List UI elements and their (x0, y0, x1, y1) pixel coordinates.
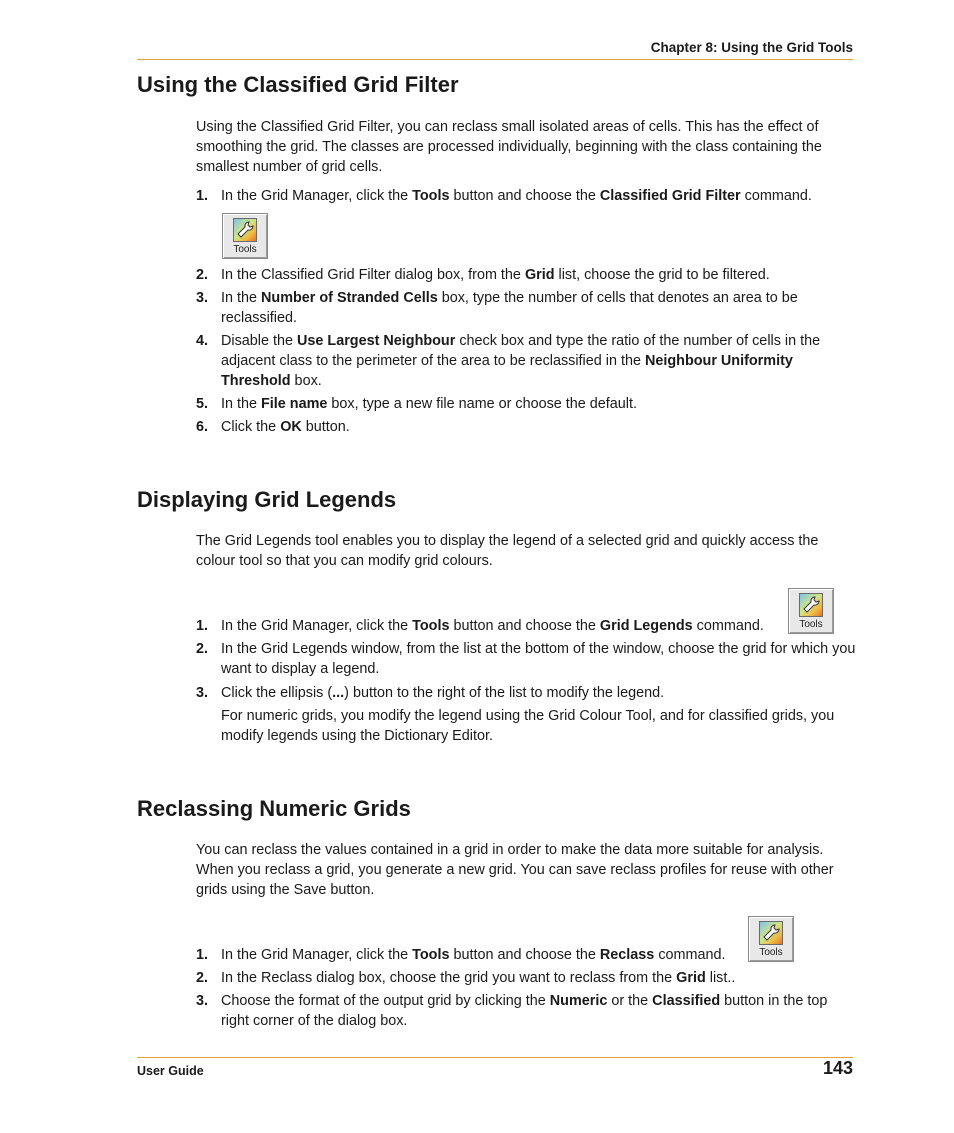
list-item: 1. In the Grid Manager, click the Tools button and choose the Reclass command. (196, 947, 726, 963)
footer-label: User Guide (137, 1064, 204, 1078)
tools-button[interactable] (748, 916, 794, 962)
list-item: 2. In the Classified Grid Filter dialog box, from the Grid list, choose the grid to be filtered. (196, 267, 770, 283)
page-number: 143 (822, 1058, 853, 1078)
list-item: 1. In the Grid Manager, click the Tools button and choose the Grid Legends command. (196, 618, 764, 634)
list-item: 2. In the Grid Legends window, from the list at the bottom of the window, choose the grid for which you want to display a legend. (196, 641, 856, 677)
step-number: 3. (196, 290, 209, 306)
section-intro: The Grid Legends tool enables you to display the legend of a selected grid and quickly access the colour tool so that you can modify grid colours. (196, 533, 819, 569)
tools-button[interactable] (788, 588, 834, 634)
step-number: 1. (196, 618, 209, 634)
header-rule (137, 59, 853, 60)
list-item: 3. Click the ellipsis (...) button to the right of the list to modify the legend. (196, 685, 665, 701)
step-number: 1. (196, 947, 209, 963)
tools-button-label: Tools (799, 619, 823, 630)
step-number: 6. (196, 419, 209, 435)
step-number: 5. (196, 396, 209, 412)
wrench-icon (233, 218, 257, 242)
tools-button[interactable] (222, 213, 268, 259)
section-title: Displaying Grid Legends (137, 487, 397, 512)
section-title: Using the Classified Grid Filter (137, 72, 459, 97)
list-item: 4. Disable the Use Largest Neighbour check box and type the ratio of the number of cells in the adjacent class to the perimeter of the area to be reclassified in the Neighbour Uniformity Threshold box. (196, 333, 821, 389)
wrench-icon (799, 593, 823, 617)
list-item: 5. In the File name box, type a new file name or choose the default. (196, 396, 637, 412)
tools-button-label: Tools (759, 947, 783, 958)
section-intro: You can reclass the values contained in a grid in order to make the data more suitable for analysis. When you reclass a grid, you generate a new grid. You can save reclass profiles for reuse with other grids using the Save button. (196, 842, 834, 898)
list-item: 1. In the Grid Manager, click the Tools button and choose the Classified Grid Filter command. (196, 188, 812, 204)
step-number: 1. (196, 188, 209, 204)
step-number: 2. (196, 641, 209, 657)
step-number: 3. (196, 685, 209, 701)
step-note: For numeric grids, you modify the legend using the Grid Colour Tool, and for classified grids, you modify legends using the Dictionary Editor. (221, 708, 835, 744)
list-item: 3. In the Number of Stranded Cells box, type the number of cells that denotes an area to be reclassified. (196, 290, 798, 326)
running-head: Chapter 8: Using the Grid Tools (650, 40, 853, 55)
list-item: 3. Choose the format of the output grid by clicking the Numeric or the Classified button in the top right corner of the dialog box. (196, 993, 828, 1029)
list-item: 6. Click the OK button. (196, 419, 350, 435)
wrench-icon (759, 921, 783, 945)
step-number: 2. (196, 970, 209, 986)
tools-button-label: Tools (233, 244, 257, 255)
footer-rule (137, 1057, 853, 1058)
step-number: 2. (196, 267, 209, 283)
list-item: 2. In the Reclass dialog box, choose the grid you want to reclass from the Grid list.. (196, 970, 736, 986)
section-title: Reclassing Numeric Grids (137, 796, 411, 821)
step-number: 3. (196, 993, 209, 1009)
section-intro: Using the Classified Grid Filter, you can reclass small isolated areas of cells. This has the effect of smoothing the grid. The classes are processed individually, beginning with the class containing the smallest number of grid cells. (196, 119, 822, 175)
step-number: 4. (196, 333, 209, 349)
